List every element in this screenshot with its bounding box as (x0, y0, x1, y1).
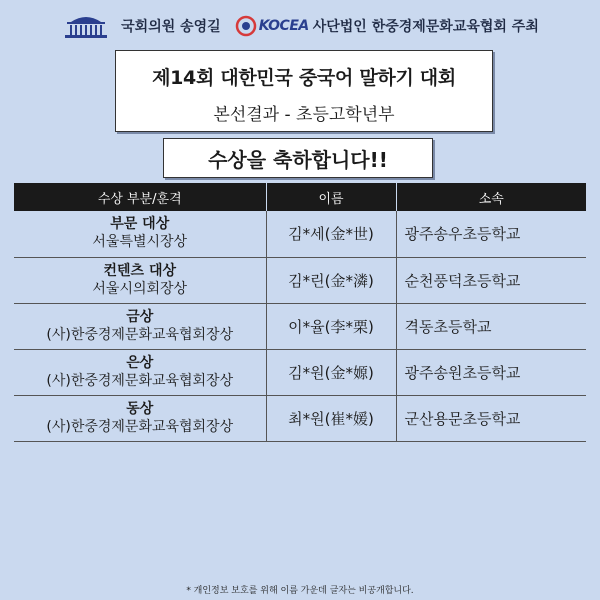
award-title: 금상 (126, 308, 154, 325)
host-assembly-member: 국회의원 송영길 (121, 19, 221, 35)
results-table (14, 183, 586, 442)
table-row (14, 395, 586, 441)
school-cell: 순천풍덕초등학교 (396, 257, 586, 303)
school-cell: 광주송원초등학교 (396, 349, 586, 395)
award-title: 은상 (126, 354, 154, 371)
national-assembly-logo (61, 12, 111, 40)
header (60, 10, 540, 42)
table-row (14, 211, 586, 257)
kocea-logo (235, 15, 309, 37)
award-org: (사)한중경제문화교육협회장상 (46, 326, 234, 343)
award-title: 부문 대상 (110, 216, 170, 233)
table-row (14, 257, 586, 303)
school-cell: 군산용문초등학교 (396, 395, 586, 441)
school-cell: 격동초등학교 (396, 303, 586, 349)
award-cell (14, 257, 266, 303)
title-box (115, 50, 493, 132)
award-cell (14, 349, 266, 395)
contest-subtitle: 본선결과 - 초등고학년부 (213, 105, 395, 125)
name-cell: 김*린(金*潾) (266, 257, 396, 303)
name-cell: 김*원(金*嫄) (266, 349, 396, 395)
award-title: 컨텐츠 대상 (103, 262, 176, 279)
header-award: 수상 부분/훈격 (14, 183, 266, 211)
award-org: (사)한중경제문화교육협회장상 (46, 372, 234, 389)
header-school: 소속 (396, 183, 586, 211)
contest-title: 제14회 대한민국 중국어 말하기 대회 (152, 67, 456, 89)
award-org: 서울시의회장상 (92, 280, 188, 297)
award-org: 서울특별시장상 (92, 234, 188, 251)
table-header-row (14, 183, 586, 211)
name-cell: 이*율(李*栗) (266, 303, 396, 349)
name-cell: 최*원(崔*媛) (266, 395, 396, 441)
award-cell (14, 303, 266, 349)
host-association: 사단법인 한중경제문화교육협회 주최 (312, 19, 539, 35)
name-cell: 김*세(金*世) (266, 211, 396, 257)
congrats-banner: 수상을 축하합니다!! (163, 138, 433, 178)
award-title: 동상 (126, 400, 154, 417)
privacy-footnote: * 개인정보 보호를 위해 이름 가운데 글자는 비공개합니다. (186, 586, 414, 596)
header-name: 이름 (266, 183, 396, 211)
table-row (14, 349, 586, 395)
kocea-wordmark: KOCEA (258, 18, 309, 34)
table-row (14, 303, 586, 349)
award-org: (사)한중경제문화교육협회장상 (46, 418, 234, 435)
award-cell (14, 395, 266, 441)
school-cell: 광주송우초등학교 (396, 211, 586, 257)
award-cell (14, 211, 266, 257)
